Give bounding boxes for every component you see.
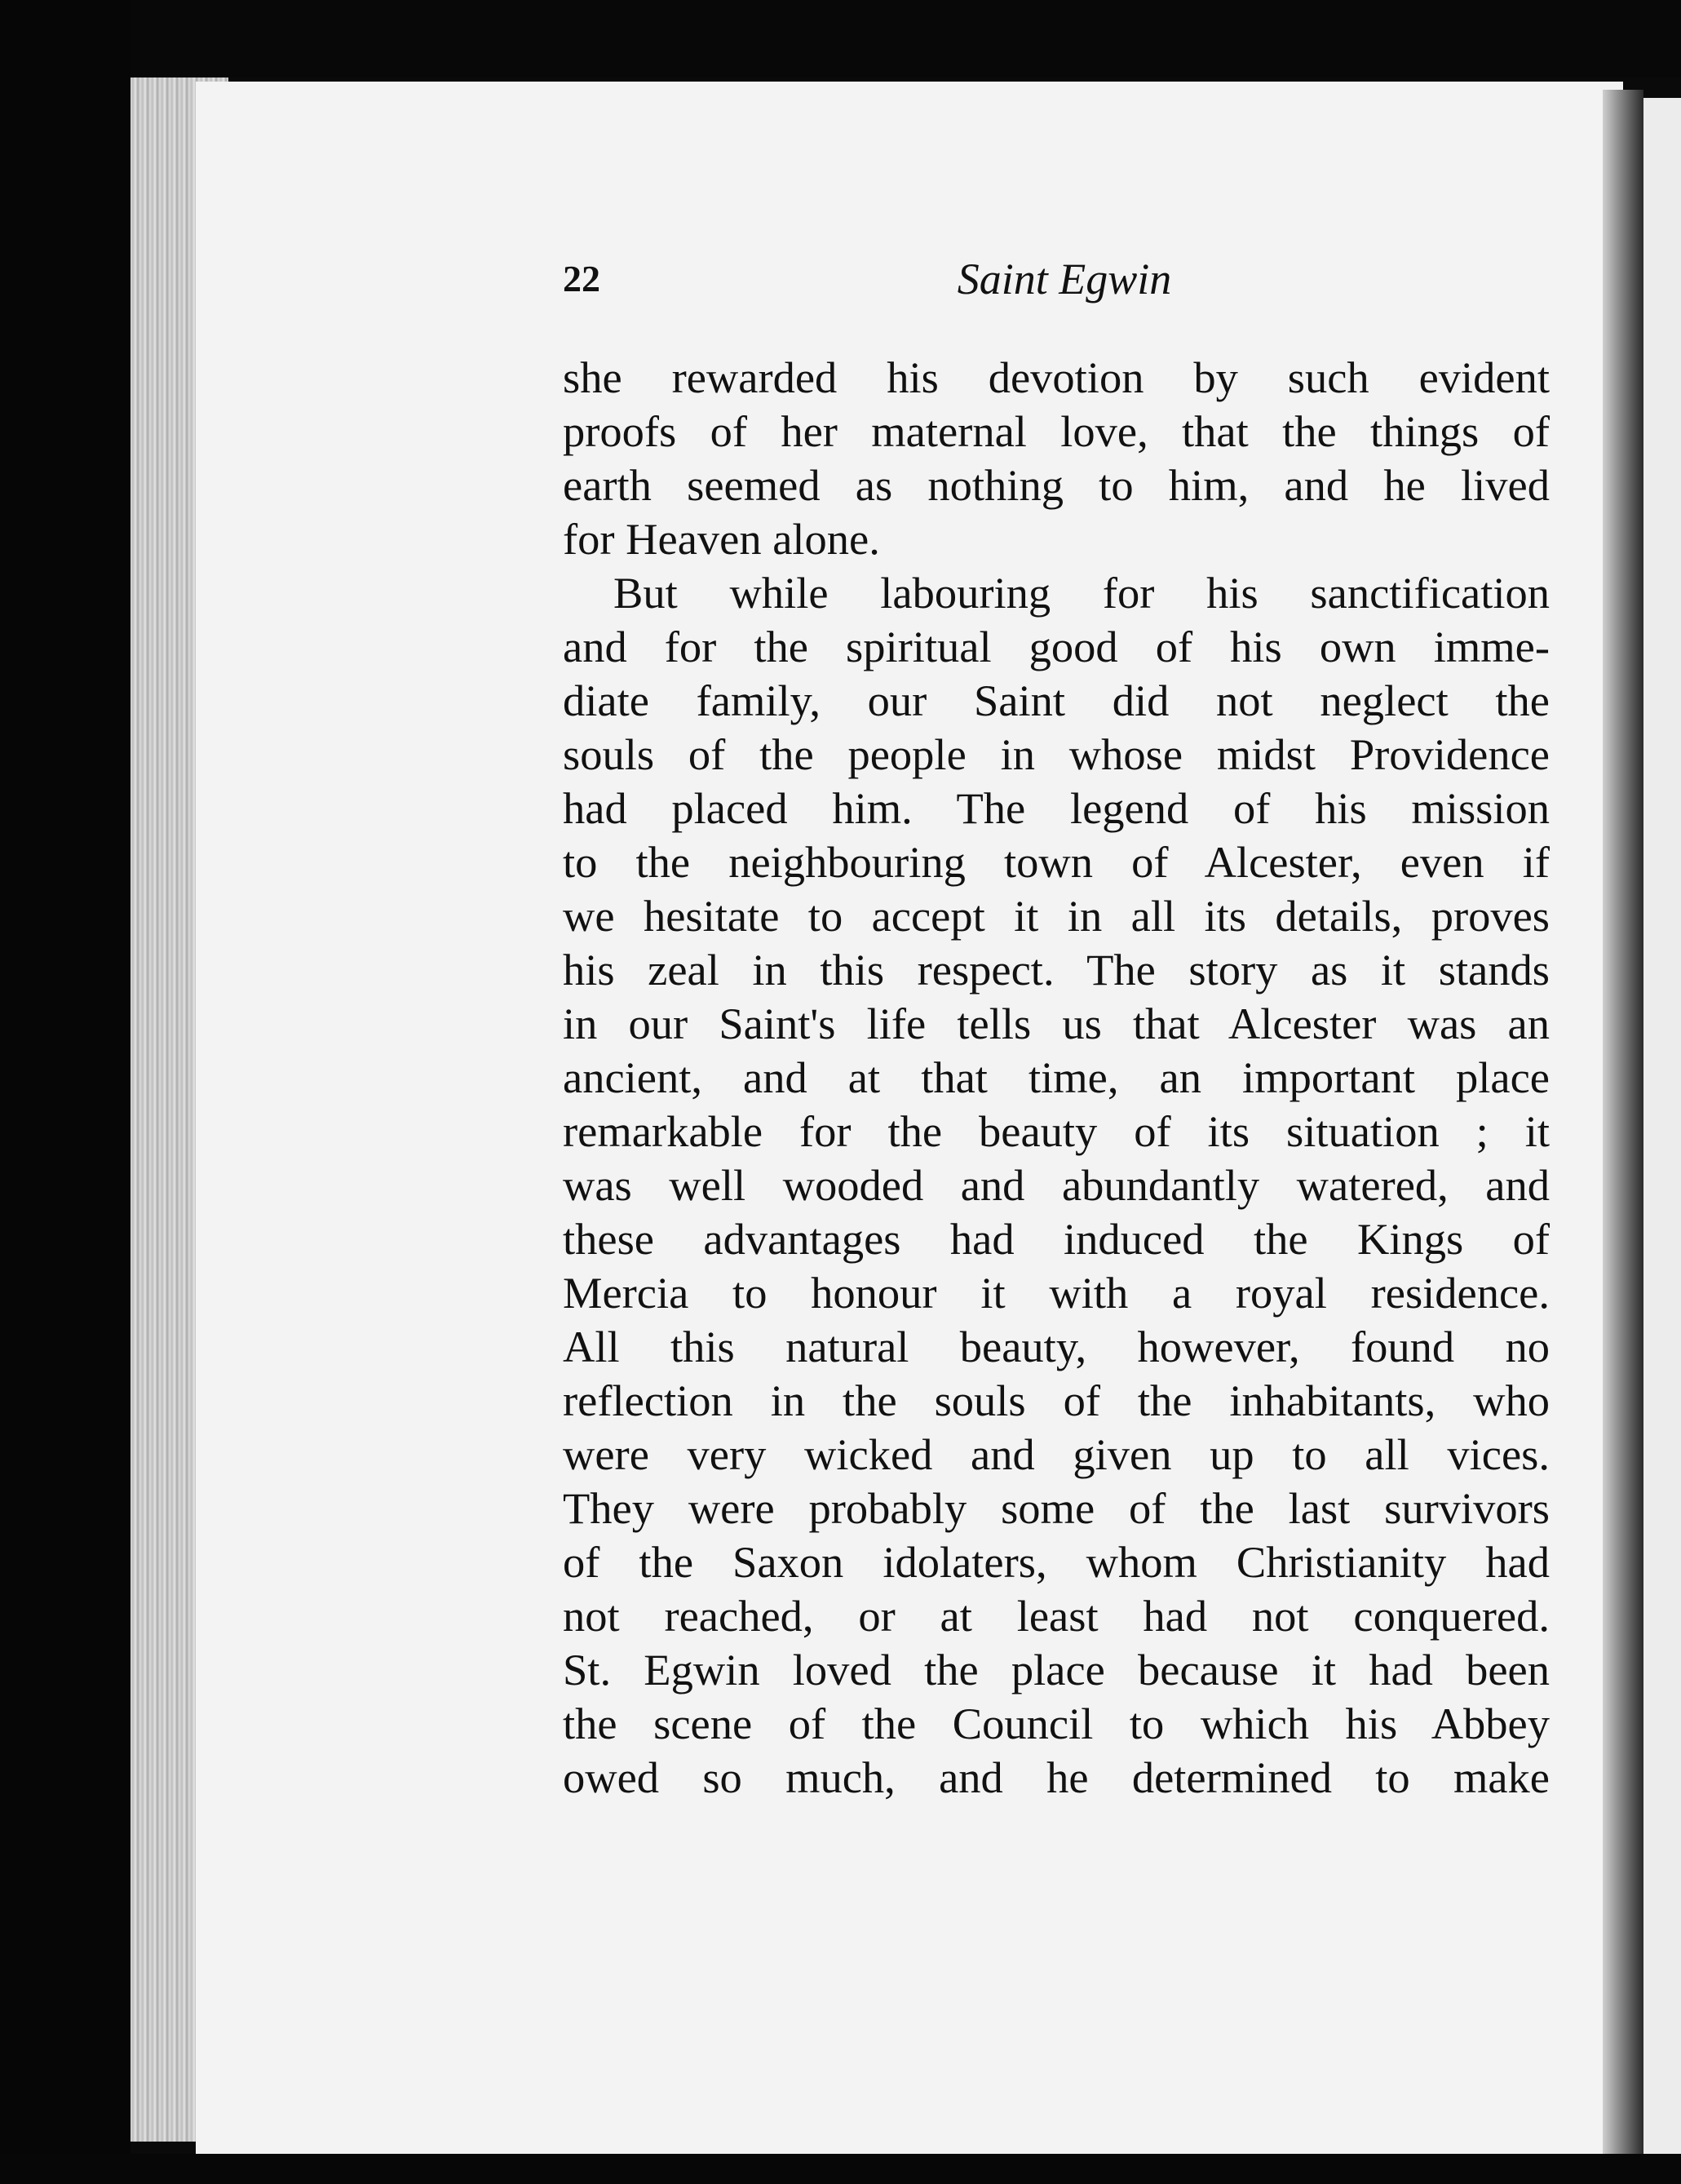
scan-bottom-border: [0, 2154, 1681, 2184]
facing-page-edge: [1643, 98, 1681, 2154]
text-line: St. Egwin loved the place because it had been: [563, 1645, 1550, 1694]
text-line: They were probably some of the last survivors: [563, 1483, 1550, 1533]
page-number: 22: [563, 258, 600, 299]
text-line: souls of the people in whose midst Providence: [563, 729, 1550, 779]
text-line: proofs of her maternal love, that the things of: [563, 406, 1550, 456]
text-line: ancient, and at that time, an important place: [563, 1052, 1550, 1102]
text-line: was well wooded and abundantly watered, and: [563, 1160, 1550, 1210]
text-line: owed so much, and he determined to make: [563, 1752, 1550, 1802]
text-line: Mercia to honour it with a royal residence.: [563, 1268, 1550, 1318]
text-line: of the Saxon idolaters, whom Christianity had: [563, 1537, 1550, 1587]
text-line: reflection in the souls of the inhabitants, who: [563, 1376, 1550, 1425]
body-text: [563, 351, 1550, 1805]
page-header: [563, 257, 1550, 322]
running-title: Saint Egwin: [957, 255, 1172, 303]
text-line: had placed him. The legend of his mission: [563, 783, 1550, 833]
text-line: his zeal in this respect. The story as it stands: [563, 945, 1550, 995]
text-line: But while labouring for his sanctification: [613, 568, 1550, 618]
text-line: All this natural beauty, however, found no: [563, 1322, 1550, 1371]
text-line: we hesitate to accept it in all its details, proves: [563, 891, 1550, 941]
text-line: not reached, or at least had not conquered.: [563, 1591, 1550, 1641]
text-line: she rewarded his devotion by such evident: [563, 352, 1550, 402]
text-line: for Heaven alone.: [563, 514, 880, 564]
text-line: earth seemed as nothing to him, and he lived: [563, 460, 1550, 510]
text-line: in our Saint's life tells us that Alcester was an: [563, 999, 1550, 1048]
scan-left-border: [0, 0, 130, 2184]
text-line: and for the spiritual good of his own imme-: [563, 622, 1550, 671]
text-line: the scene of the Council to which his Abbey: [563, 1699, 1550, 1748]
scan-top-border: [0, 0, 1681, 78]
text-line: to the neighbouring town of Alcester, even if: [563, 837, 1550, 887]
book-gutter: [1603, 90, 1643, 2162]
text-line: diate family, our Saint did not neglect the: [563, 676, 1550, 725]
text-line: remarkable for the beauty of its situation ; it: [563, 1106, 1550, 1156]
text-line: were very wicked and given up to all vices.: [563, 1429, 1550, 1479]
text-line: these advantages had induced the Kings of: [563, 1214, 1550, 1264]
